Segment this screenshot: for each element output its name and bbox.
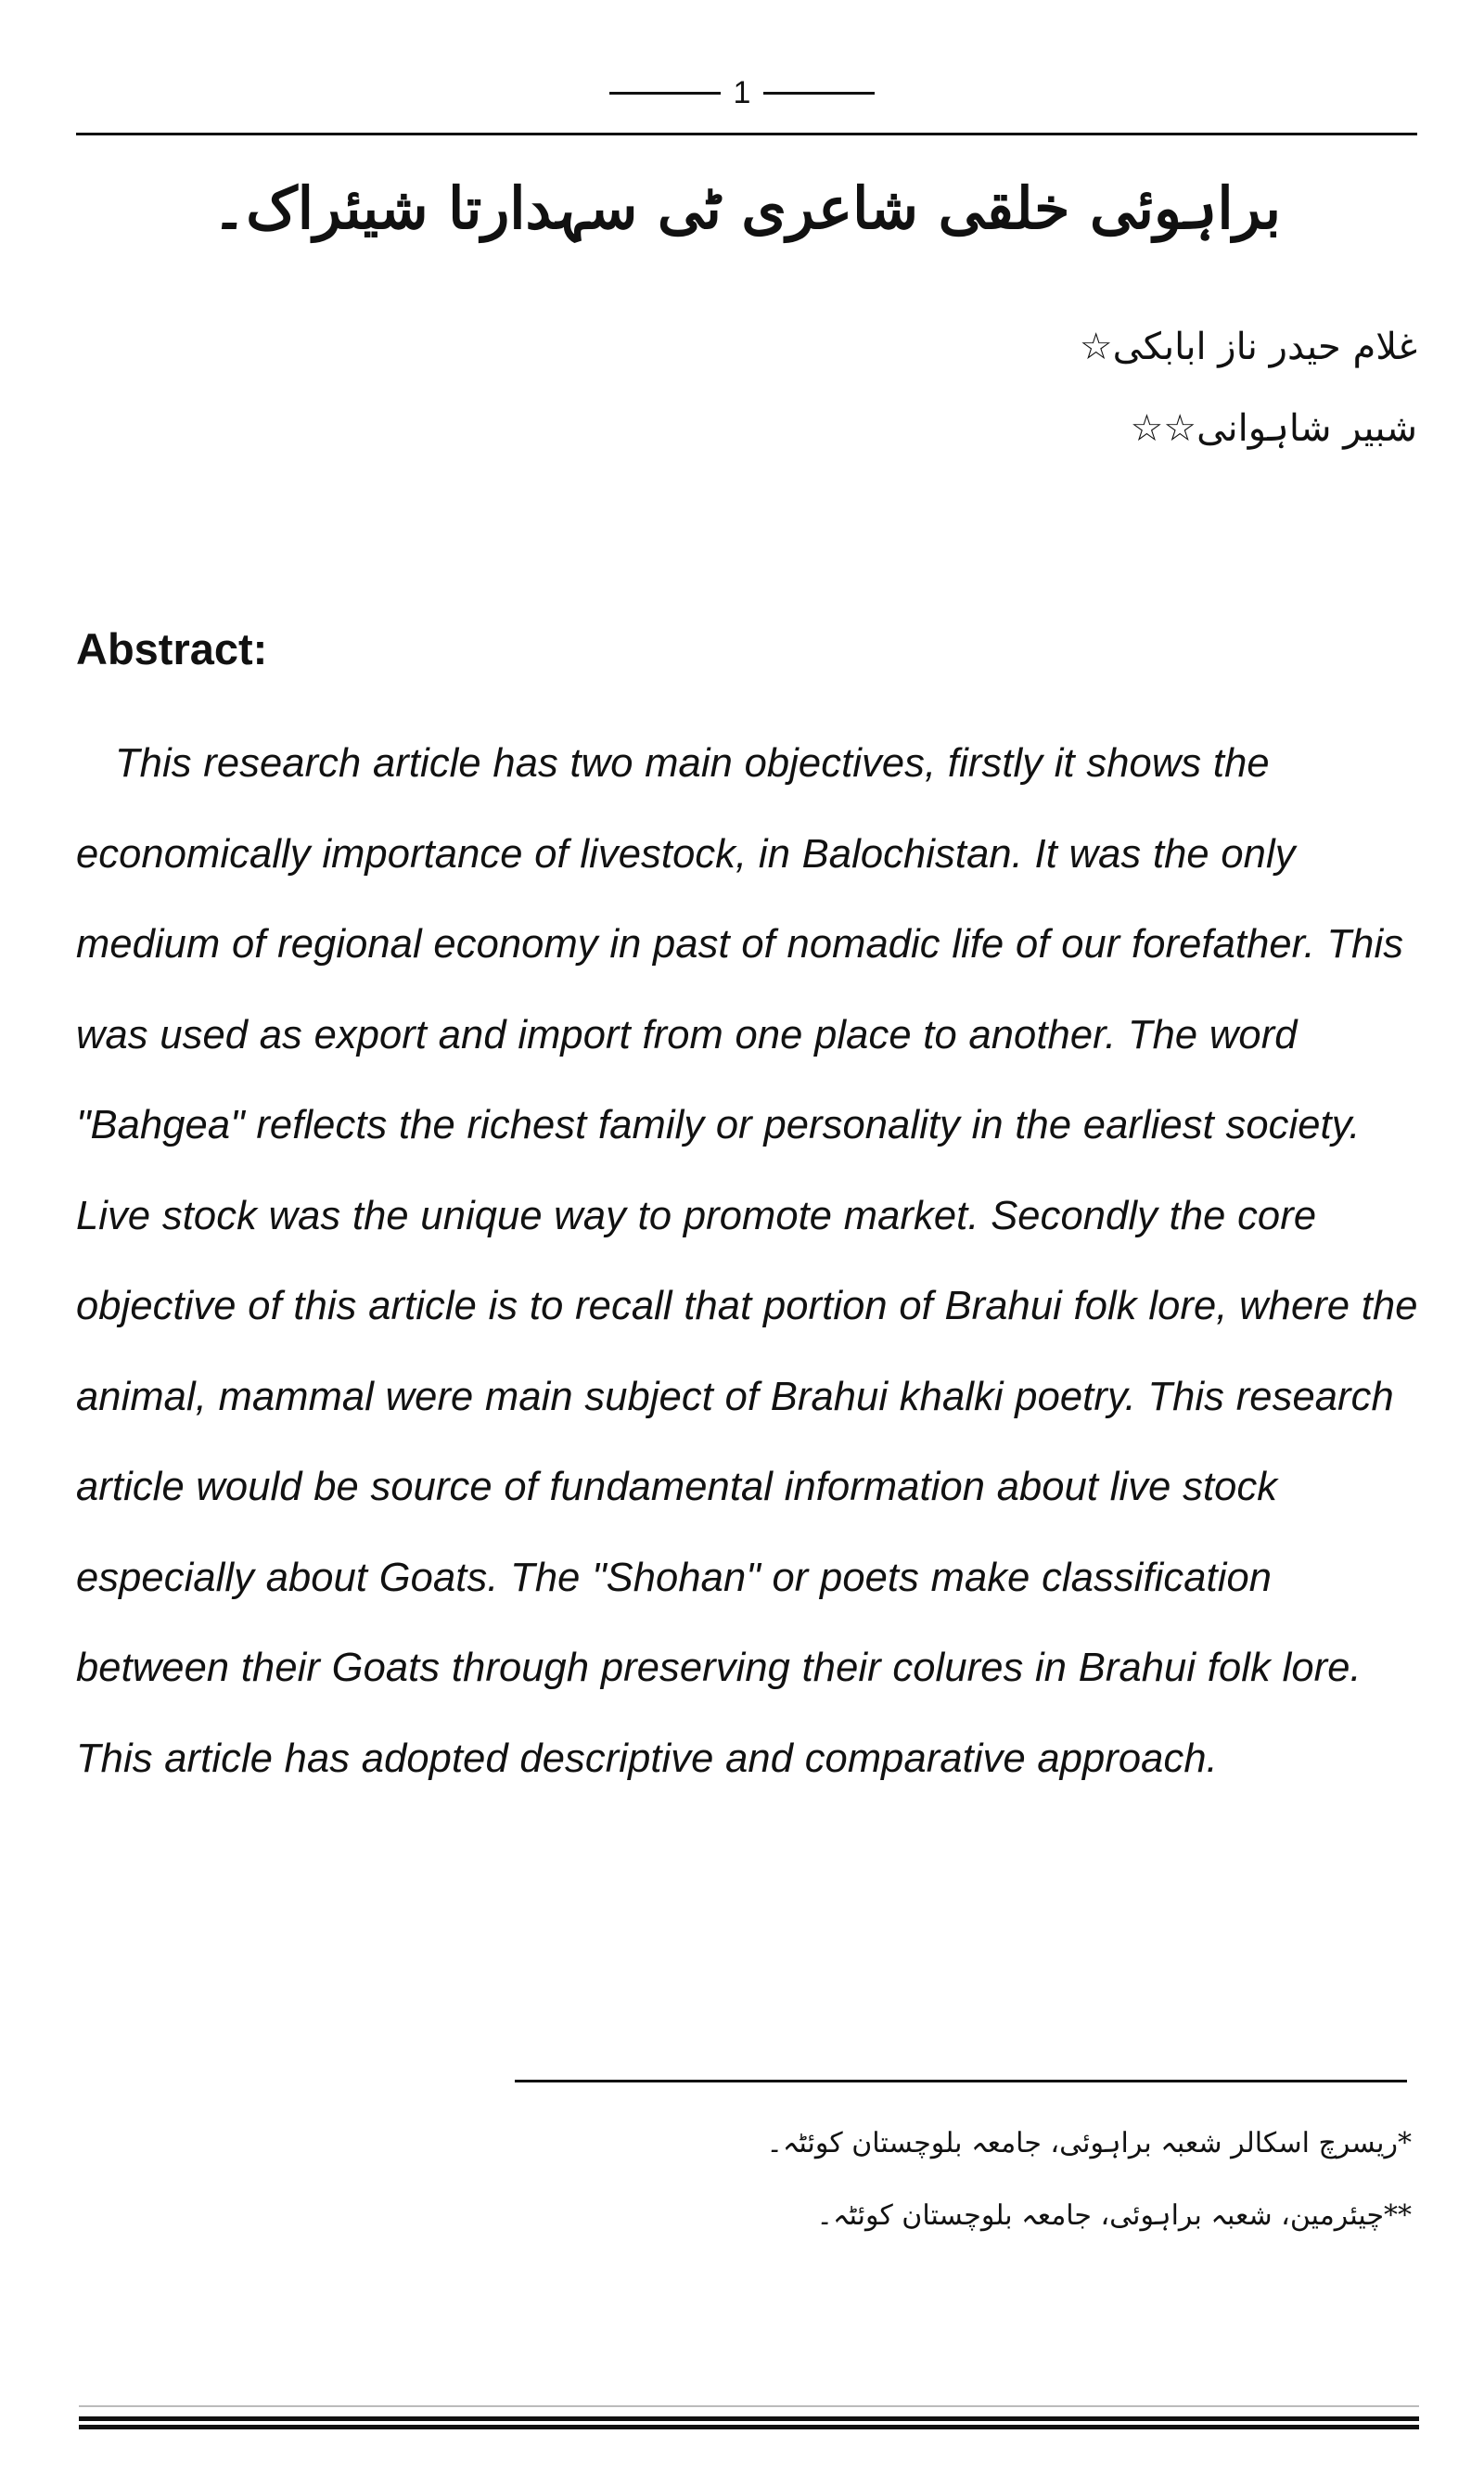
author-name: غلام حیدر ناز ابابکی☆ xyxy=(1079,326,1417,368)
page-number-dash-left xyxy=(609,92,721,95)
bottom-border-thick xyxy=(79,2425,1419,2429)
bottom-border-thick xyxy=(79,2416,1419,2421)
bottom-border-thin xyxy=(79,2405,1419,2407)
footnote: **چیئرمین، شعبہ براہوئی، جامعہ بلوچستان کوئٹہ۔ xyxy=(816,2199,1412,2232)
abstract-heading: Abstract: xyxy=(76,624,268,673)
article-title: براہوئی خلقی شاعری ٹی سہدارتا شیئراک۔ xyxy=(211,174,1282,242)
author-list xyxy=(1080,306,1417,469)
footnote: *ریسرچ اسکالر شعبہ براہوئی، جامعہ بلوچستان کوئٹہ۔ xyxy=(766,2127,1412,2159)
page-header xyxy=(0,74,1484,111)
footnote-rule xyxy=(515,2080,1407,2082)
page-number-dash-right xyxy=(763,92,875,95)
header-rule xyxy=(76,133,1417,135)
page-number: 1 xyxy=(733,75,751,110)
author-name: شبیر شاہوانی☆☆ xyxy=(1130,407,1417,450)
abstract-body: This research article has two main objectives, firstly it shows the economically importance of livestock, in Balochistan. It was the only medium of regional economy in past of nomadic life of our forefather. This was used as export and import from one place to another. The word "Bahgea" reflects the richest family or personality in the earliest society. Live stock was the unique way to promote market. Secondly the core objective of this article is to recall that portion of Brahui folk lore, where the animal, mammal were main subject of Brahui khalki poetry. This research article would be source of fundamental information about live stock especially about Goats. The "Shohan" or poets make classification between their Goats through preserving their colures in Brahui folk lore. This article has adopted descriptive and comparative approach. xyxy=(76,741,1418,1781)
footnotes xyxy=(766,2108,1412,2252)
